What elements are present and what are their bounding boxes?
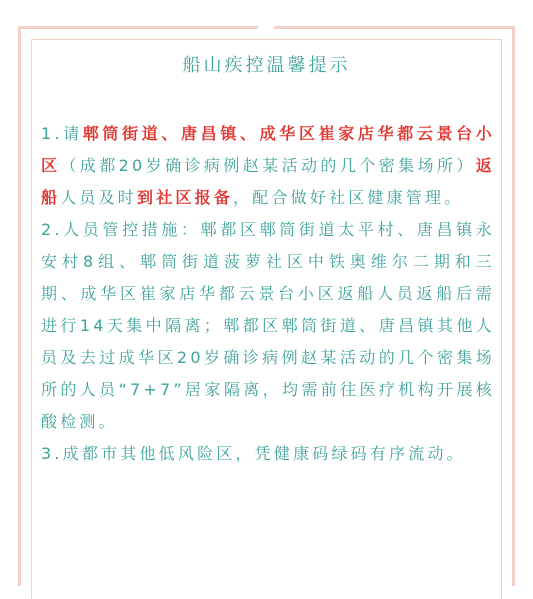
highlight-return: 返船 — [41, 156, 495, 207]
highlight-locations: 郫筒街道、唐昌镇、成华区崔家店华都云景台小区 — [41, 124, 496, 175]
page-title: 船山疾控温馨提示 — [182, 55, 351, 76]
highlight-report: 到社区报备 — [137, 188, 234, 207]
notice-item-2: 2.人员管控措施：郫都区郫筒街道太平村、唐昌镇永安村8组、郫筒街道菠萝社区中铁奥维尔二期和三期、成华区崔家店华都云景台小区返船人员返船后需进行14天集中隔离；郫都区郫筒街道、唐昌镇其他人员及去过成华区20岁确诊病例赵某活动的几个密集场所的人员“7+7”居家隔离，均需前往医疗机构开展核酸检测。 — [41, 220, 495, 431]
notice-item-3: 3.成都市其他低风险区，凭健康码绿码有序流动。 — [41, 444, 466, 463]
notice-item-1: 1.请郫筒街道、唐昌镇、成华区崔家店华都云景台小区（成都20岁确诊病例赵某活动的几个密集场所）返船人员及时到社区报备，配合做好社区健康管理。 — [41, 124, 496, 207]
notice-content — [41, 118, 495, 470]
border-gap — [258, 22, 274, 32]
